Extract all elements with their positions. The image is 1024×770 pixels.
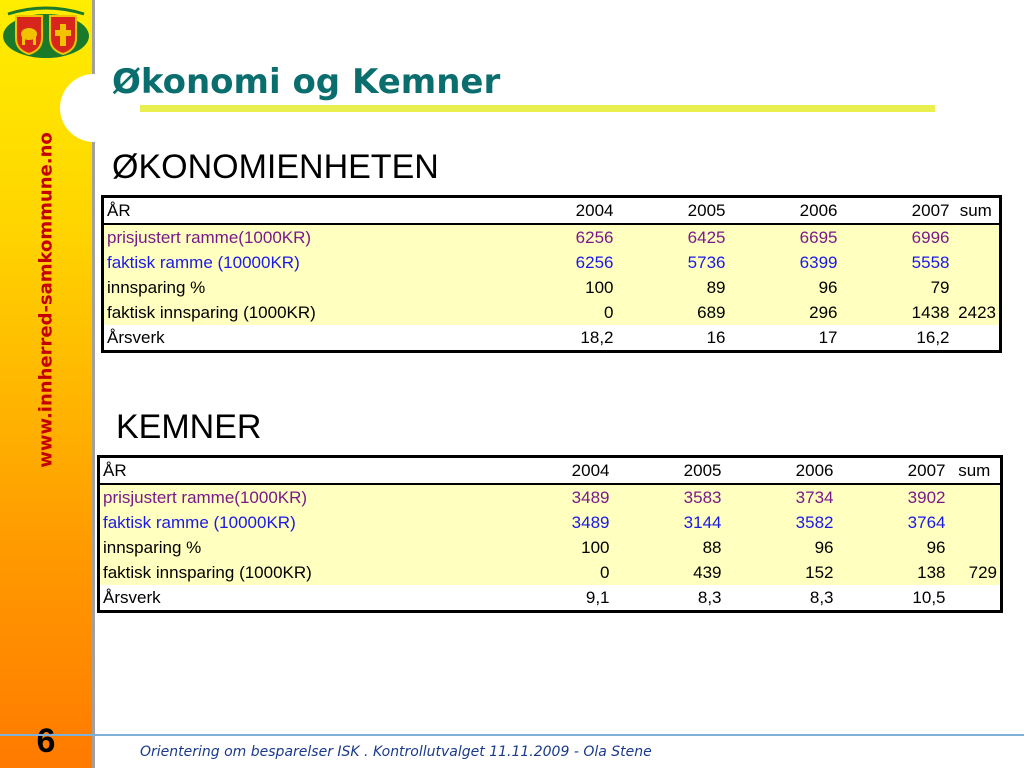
table-cell: 6256 xyxy=(505,250,617,275)
table-cell xyxy=(949,484,1002,510)
row-label: faktisk innsparing (1000KR) xyxy=(99,560,501,585)
kemner-table xyxy=(97,455,1003,613)
table-row xyxy=(103,300,1001,325)
table-header-row xyxy=(103,197,1001,225)
table-cell: 3734 xyxy=(725,484,837,510)
section-heading-kemner: KEMNER xyxy=(116,408,262,446)
slide-number: 6 xyxy=(36,722,56,760)
table-cell: 1438 xyxy=(841,300,953,325)
table-cell: 6425 xyxy=(617,224,729,250)
row-label: innsparing % xyxy=(99,535,501,560)
table-cell: 96 xyxy=(725,535,837,560)
header-cell: ÅR xyxy=(99,457,501,485)
table-cell: 3489 xyxy=(501,484,613,510)
table-cell: 96 xyxy=(837,535,949,560)
table-cell: 9,1 xyxy=(501,585,613,612)
footer xyxy=(0,734,1024,770)
slide-title: Økonomi og Kemner xyxy=(112,62,501,102)
table-row xyxy=(99,585,1002,612)
table-row xyxy=(103,275,1001,300)
table-cell: 89 xyxy=(617,275,729,300)
table-cell: 729 xyxy=(949,560,1002,585)
website-url[interactable]: www.innherred-samkommune.no xyxy=(35,132,57,468)
title-underline xyxy=(140,105,935,112)
table-cell: 3489 xyxy=(501,510,613,535)
table-cell: 689 xyxy=(617,300,729,325)
header-cell: 2007 xyxy=(841,197,953,225)
section-heading-okonomienheten: ØKONOMIENHETEN xyxy=(112,148,439,186)
table-cell xyxy=(949,510,1002,535)
header-cell: 2006 xyxy=(729,197,841,225)
table-cell xyxy=(949,535,1002,560)
table-cell: 100 xyxy=(501,535,613,560)
table-row xyxy=(103,250,1001,275)
table-row xyxy=(99,535,1002,560)
row-label: Årsverk xyxy=(99,585,501,612)
table-cell: 88 xyxy=(613,535,725,560)
table-cell: 6399 xyxy=(729,250,841,275)
table-cell: 10,5 xyxy=(837,585,949,612)
table-cell: 3144 xyxy=(613,510,725,535)
header-cell: 2006 xyxy=(725,457,837,485)
table-cell: 3582 xyxy=(725,510,837,535)
table-cell: 152 xyxy=(725,560,837,585)
table-cell: 100 xyxy=(505,275,617,300)
table-cell: 96 xyxy=(729,275,841,300)
okonomienheten-table xyxy=(101,195,1002,353)
table-row xyxy=(99,510,1002,535)
table-cell: 8,3 xyxy=(725,585,837,612)
table-cell: 2423 xyxy=(953,300,1001,325)
table-cell: 3583 xyxy=(613,484,725,510)
table-cell: 0 xyxy=(505,300,617,325)
table-row xyxy=(99,560,1002,585)
table-cell xyxy=(953,275,1001,300)
table-cell xyxy=(953,325,1001,352)
row-label: Årsverk xyxy=(103,325,505,352)
footer-text: Orientering om besparelser ISK . Kontrollutvalget 11.11.2009 - Ola Stene xyxy=(140,744,652,760)
row-label: prisjustert ramme(1000KR) xyxy=(99,484,501,510)
table-cell xyxy=(953,224,1001,250)
header-cell: sum xyxy=(953,197,1001,225)
row-label: faktisk ramme (10000KR) xyxy=(99,510,501,535)
header-cell: 2005 xyxy=(613,457,725,485)
table-cell: 6256 xyxy=(505,224,617,250)
header-cell: 2004 xyxy=(505,197,617,225)
table-cell: 8,3 xyxy=(613,585,725,612)
row-label: innsparing % xyxy=(103,275,505,300)
header-cell: 2005 xyxy=(617,197,729,225)
table-cell: 16,2 xyxy=(841,325,953,352)
table-row xyxy=(103,224,1001,250)
table-cell: 138 xyxy=(837,560,949,585)
table-cell: 18,2 xyxy=(505,325,617,352)
table-cell xyxy=(949,585,1002,612)
header-cell: ÅR xyxy=(103,197,505,225)
table-row xyxy=(103,325,1001,352)
header-cell: 2007 xyxy=(837,457,949,485)
table-row xyxy=(99,484,1002,510)
table-cell: 439 xyxy=(613,560,725,585)
table-cell xyxy=(953,250,1001,275)
header-cell: sum xyxy=(949,457,1002,485)
table-cell: 5558 xyxy=(841,250,953,275)
coat-of-arms-icon xyxy=(2,2,90,60)
header-cell: 2004 xyxy=(501,457,613,485)
table-cell: 0 xyxy=(501,560,613,585)
table-cell: 296 xyxy=(729,300,841,325)
table-cell: 3902 xyxy=(837,484,949,510)
table-cell: 6996 xyxy=(841,224,953,250)
table-cell: 6695 xyxy=(729,224,841,250)
table-cell: 16 xyxy=(617,325,729,352)
row-label: prisjustert ramme(1000KR) xyxy=(103,224,505,250)
table-cell: 3764 xyxy=(837,510,949,535)
table-header-row xyxy=(99,457,1002,485)
row-label: faktisk ramme (10000KR) xyxy=(103,250,505,275)
row-label: faktisk innsparing (1000KR) xyxy=(103,300,505,325)
table-cell: 17 xyxy=(729,325,841,352)
table-cell: 79 xyxy=(841,275,953,300)
municipal-logo xyxy=(2,2,90,60)
table-cell: 5736 xyxy=(617,250,729,275)
